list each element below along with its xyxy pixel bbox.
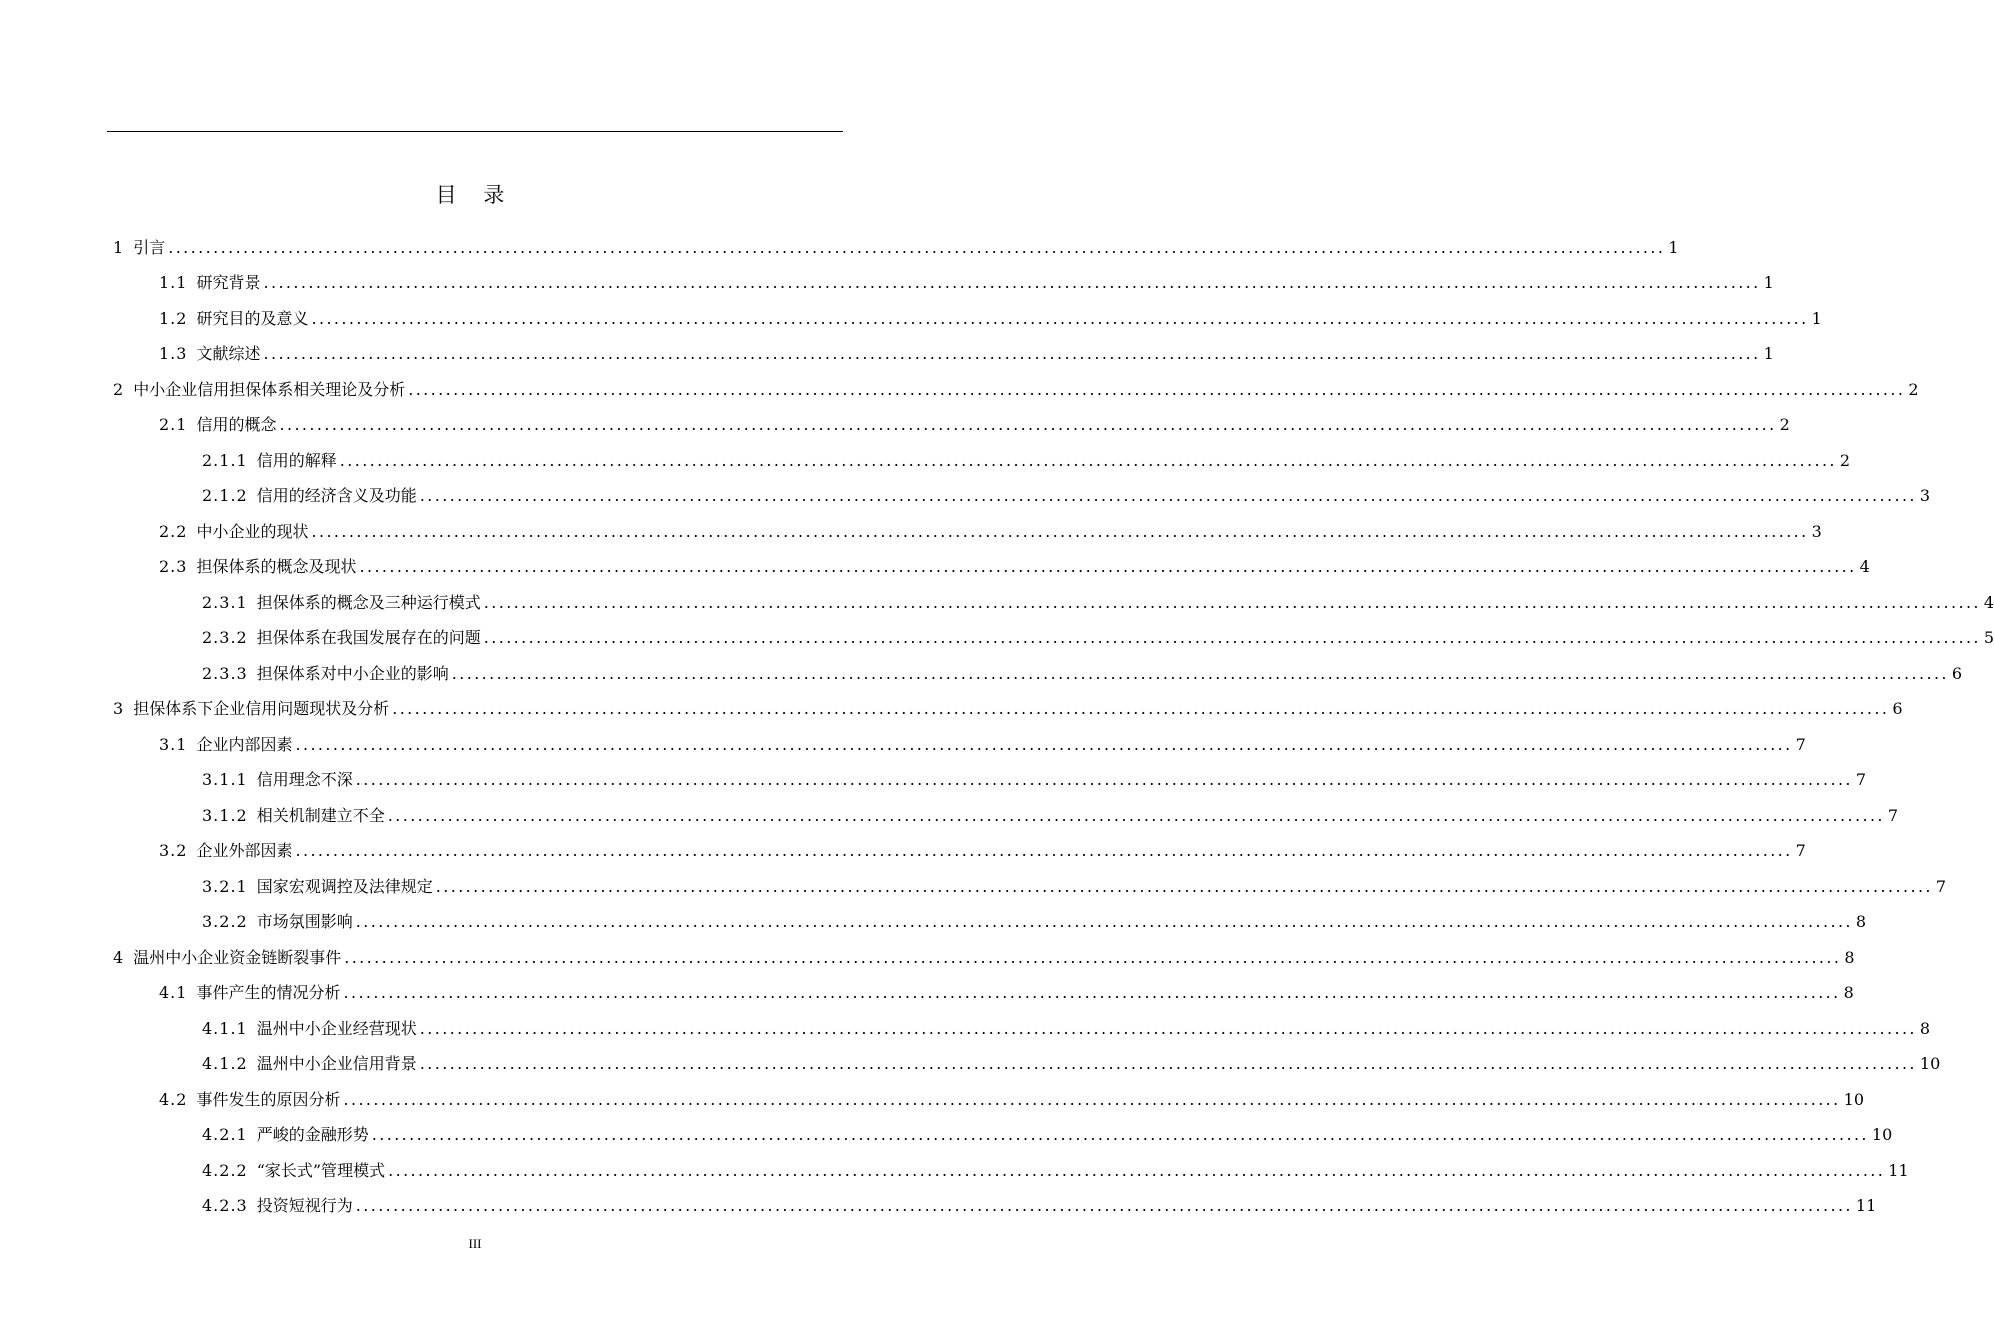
toc-entry-title: 担保体系的概念及三种运行模式 [256,592,481,612]
toc-entry[interactable] [0,1047,1941,1083]
toc-entry-number: 4.1.1 [202,1018,248,1038]
toc-entry-title: 中小企业的现状 [196,521,309,541]
dot-leader: ........................................................................................................................................................................................................ [295,841,1793,861]
dot-leader: ........................................................................................................................................................................................................ [408,379,1906,399]
toc-entry-page: 3 [1811,521,1822,541]
toc-entry-number: 4.1.2 [202,1054,248,1074]
toc-entry-page: 10 [1871,1125,1893,1145]
toc-entry-number: 1.2 [159,308,188,328]
toc-entry-page: 1 [1668,237,1679,257]
toc-entry-page: 2 [1839,450,1851,470]
toc-entry-page: 7 [1855,770,1867,790]
toc-entry-page: 10 [1919,1054,1941,1074]
toc-entry-page: 5 [1983,628,1994,648]
dot-leader: ........................................................................................................................................................................................................ [355,912,1853,932]
toc-entry[interactable] [0,1011,1931,1047]
toc-entry[interactable] [0,1153,1909,1189]
toc-entry[interactable] [0,1082,1865,1118]
toc-entry-number: 4.1 [159,983,188,1003]
toc-entry[interactable] [0,443,1851,479]
toc-entry-page: 7 [1887,805,1899,825]
toc-entry-number: 2.3.1 [202,592,248,612]
toc-entry[interactable] [0,550,1870,586]
toc-entry-title: 严峻的金融形势 [256,1125,369,1145]
toc-entry-number: 3.1.1 [202,770,248,790]
toc-entry-title: 事件发生的原因分析 [196,1089,341,1109]
toc-entry[interactable] [0,976,1854,1012]
toc-entry[interactable] [0,1189,1877,1225]
toc-entry-number: 3.2.2 [202,912,248,932]
toc-entry-number: 2.1 [159,415,188,435]
dot-leader: ........................................................................................................................................................................................................ [419,1018,1917,1038]
toc-entry[interactable] [0,798,1899,834]
dot-leader: ........................................................................................................................................................................................................ [311,308,1809,328]
toc-entry-number: 2 [113,379,125,399]
toc-entry-number: 3.2 [159,841,188,861]
toc-entry-title: 研究背景 [196,273,261,293]
dot-leader: ........................................................................................................................................................................................................ [343,983,1841,1003]
dot-leader: ........................................................................................................................................................................................................ [263,344,1761,364]
toc-entry[interactable] [0,230,1679,266]
toc-entry-page: 2 [1779,415,1790,435]
toc-entry-number: 1 [113,237,125,257]
dot-leader: ........................................................................................................................................................................................................ [355,1196,1853,1216]
dot-leader: ........................................................................................................................................................................................................ [168,237,1666,257]
toc-entry-number: 2.3.3 [202,663,248,683]
toc-entry[interactable] [0,514,1822,550]
toc-entry-number: 4.2 [159,1089,188,1109]
toc-entry-number: 2.1.2 [202,486,248,506]
toc-entry-title: 企业内部因素 [196,734,293,754]
toc-entry-page: 8 [1844,947,1855,967]
toc-entry[interactable] [0,940,1855,976]
dot-leader: ........................................................................................................................................................................................................ [339,450,1837,470]
toc-entry-number: 1.3 [159,344,188,364]
toc-entry[interactable] [0,621,1994,657]
toc-entry-title: 信用理念不深 [256,770,353,790]
toc-entry-number: 3.1 [159,734,188,754]
page-number: III [468,1236,482,1251]
header-rule [107,131,843,132]
dot-leader: ........................................................................................................................................................................................................ [392,699,1890,719]
dot-leader: ........................................................................................................................................................................................................ [419,1054,1917,1074]
toc-entry-number: 3.2.1 [202,876,248,896]
toc-entry[interactable] [0,585,1994,621]
toc-entry-number: 2.2 [159,521,188,541]
toc-entry-number: 2.1.1 [202,450,248,470]
toc-entry-title: 温州中小企业经营现状 [256,1018,417,1038]
toc-entry-number: 4.2.1 [202,1125,248,1145]
toc-entry-page: 10 [1843,1089,1865,1109]
dot-leader: ........................................................................................................................................................................................................ [344,947,1842,967]
dot-leader: ........................................................................................................................................................................................................ [483,628,1981,648]
toc-entry[interactable] [0,692,1903,728]
toc-entry-page: 1 [1811,308,1822,328]
toc-entry-title: 企业外部因素 [196,841,293,861]
toc-entry-page: 11 [1855,1196,1877,1216]
toc-entry-page: 8 [1855,912,1867,932]
toc-entry[interactable] [0,869,1947,905]
toc-entry-title: 文献综述 [196,344,261,364]
toc-entry-title: 信用的经济含义及功能 [256,486,417,506]
toc-entry-title: “家长式”管理模式 [256,1160,386,1180]
toc-entry-number: 3 [113,699,125,719]
dot-leader: ........................................................................................................................................................................................................ [371,1125,1869,1145]
toc-entry[interactable] [0,479,1931,515]
toc-list [0,230,1994,1224]
toc-entry-title: 投资短视行为 [256,1196,353,1216]
toc-entry[interactable] [0,905,1867,941]
dot-leader: ........................................................................................................................................................................................................ [279,415,1777,435]
toc-entry-page: 11 [1888,1160,1909,1180]
toc-entry-page: 4 [1983,592,1994,612]
toc-entry-page: 2 [1908,379,1919,399]
toc-entry-page: 3 [1919,486,1931,506]
toc-entry-title: 研究目的及意义 [196,308,309,328]
toc-entry-title: 市场氛围影响 [256,912,353,932]
dot-leader: ........................................................................................................................................................................................................ [435,876,1933,896]
toc-entry-page: 8 [1843,983,1854,1003]
dot-leader: ........................................................................................................................................................................................................ [451,663,1949,683]
toc-entry[interactable] [0,266,1774,302]
toc-entry-title: 相关机制建立不全 [256,805,385,825]
toc-entry-page: 7 [1795,734,1806,754]
dot-leader: ........................................................................................................................................................................................................ [343,1089,1841,1109]
dot-leader: ........................................................................................................................................................................................................ [263,273,1761,293]
toc-entry-title: 担保体系下企业信用问题现状及分析 [133,699,390,719]
dot-leader: ........................................................................................................................................................................................................ [387,805,1885,825]
toc-entry[interactable] [0,337,1774,373]
toc-entry-title: 温州中小企业信用背景 [256,1054,417,1074]
toc-entry-title: 信用的概念 [196,415,277,435]
toc-entry-number: 2.3 [159,557,188,577]
toc-entry-title: 温州中小企业资金链断裂事件 [133,947,342,967]
toc-entry-page: 1 [1763,344,1774,364]
toc-entry-title: 信用的解释 [256,450,337,470]
dot-leader: ........................................................................................................................................................................................................ [295,734,1793,754]
toc-entry[interactable] [0,834,1806,870]
toc-entry-page: 8 [1919,1018,1931,1038]
toc-entry[interactable] [0,372,1919,408]
dot-leader: ........................................................................................................................................................................................................ [388,1160,1886,1180]
toc-entry-page: 1 [1763,273,1774,293]
toc-entry-title: 担保体系的概念及现状 [196,557,357,577]
dot-leader: ........................................................................................................................................................................................................ [355,770,1853,790]
toc-entry[interactable] [0,1118,1893,1154]
toc-entry[interactable] [0,727,1806,763]
toc-title: 目 录 [435,183,515,207]
dot-leader: ........................................................................................................................................................................................................ [359,557,1857,577]
toc-entry-title: 事件产生的情况分析 [196,983,341,1003]
toc-entry-number: 4.2.3 [202,1196,248,1216]
dot-leader: ........................................................................................................................................................................................................ [483,592,1981,612]
toc-entry-page: 6 [1951,663,1963,683]
toc-entry-page: 6 [1892,699,1903,719]
toc-entry-title: 中小企业信用担保体系相关理论及分析 [133,379,406,399]
toc-entry-number: 4 [113,947,125,967]
toc-entry-number: 2.3.2 [202,628,248,648]
toc-entry-title: 担保体系在我国发展存在的问题 [256,628,481,648]
dot-leader: ........................................................................................................................................................................................................ [311,521,1809,541]
toc-entry[interactable] [0,763,1867,799]
toc-entry-title: 国家宏观调控及法律规定 [256,876,433,896]
toc-entry[interactable] [0,408,1790,444]
toc-entry-number: 4.2.2 [202,1160,248,1180]
toc-entry-page: 4 [1859,557,1870,577]
toc-entry-page: 7 [1935,876,1947,896]
toc-entry-title: 引言 [133,237,166,257]
dot-leader: ........................................................................................................................................................................................................ [419,486,1917,506]
toc-entry-number: 1.1 [159,273,188,293]
toc-entry[interactable] [0,301,1822,337]
toc-entry-page: 7 [1795,841,1806,861]
toc-entry[interactable] [0,656,1963,692]
toc-entry-title: 担保体系对中小企业的影响 [256,663,449,683]
toc-entry-number: 3.1.2 [202,805,248,825]
